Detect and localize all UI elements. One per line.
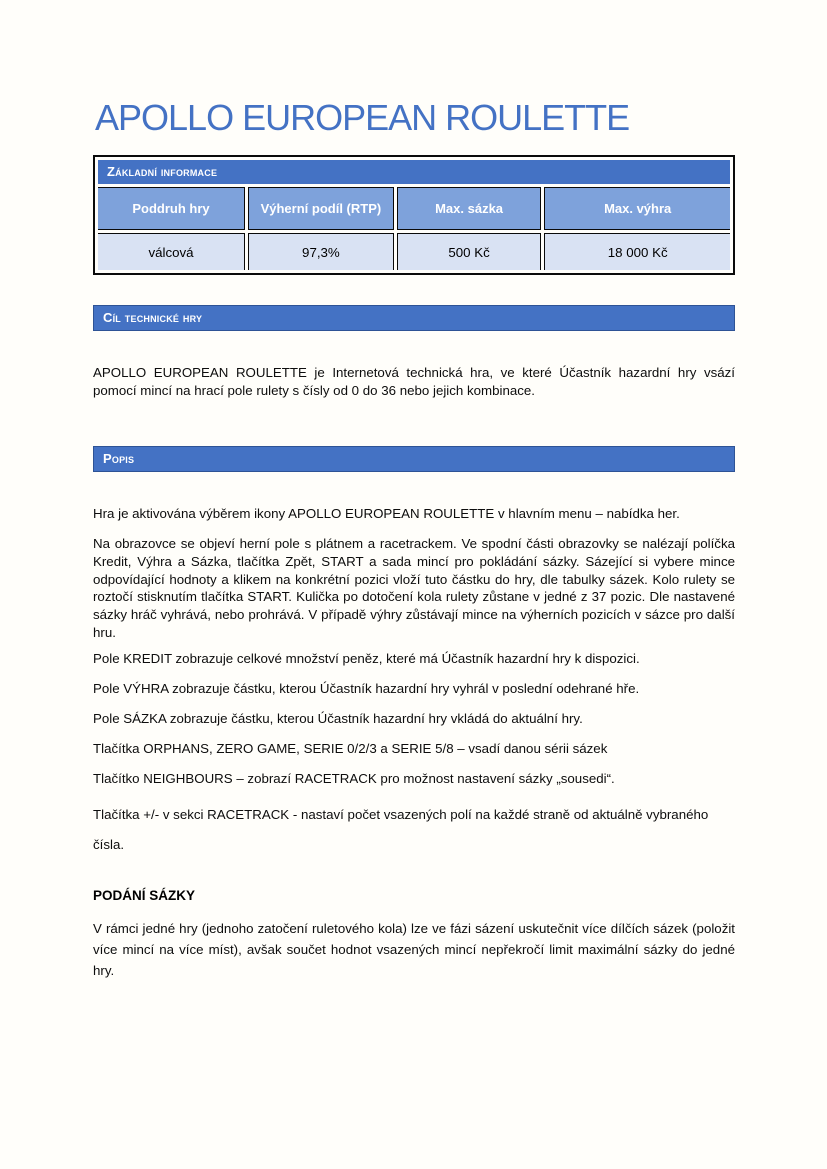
cell-max-vyhra: 18 000 Kč [544,233,730,270]
document-page [93,97,735,982]
page-title: APOLLO EUROPEAN ROULETTE [95,97,630,138]
description-paragraph-series-buttons: Tlačítka ORPHANS, ZERO GAME, SERIE 0/2/3 a SERIE 5/8 – vsadí danou sérii sázek [93,741,608,757]
section-header-goal: Cíl technické hry [93,305,735,331]
goal-paragraph: APOLLO EUROPEAN ROULETTE je Internetová technická hra, ve které Účastník hazardní hry vsází pomocí mincí na hrací pole rulety s čísly od 0 do 36 nebo jejich kombinace. [93,365,735,399]
section-header-basic-info: Základní informace [98,160,730,184]
section-header-description: Popis [93,446,735,472]
description-paragraph-kredit: Pole KREDIT zobrazuje celkové množství peněz, které má Účastník hazardní hry k dispozici. [93,651,640,667]
description-paragraph-neighbours: Tlačítko NEIGHBOURS – zobrazí RACETRACK pro možnost nastavení sázky „sousedi“. [93,770,615,786]
column-header-vyherni-podil: Výherní podíl (RTP) [248,187,394,230]
cell-max-sazka: 500 Kč [397,233,542,270]
betting-paragraph: V rámci jedné hry (jednoho zatočení ruletového kola) lze ve fázi sázení uskutečnit více dílčích sázek (položit více mincí na více míst), avšak součet hodnot vsazených mincí nepřekročí limit maximální sázky do jedné hry. [93,920,735,979]
description-paragraph-activation: Hra je aktivována výběrem ikony APOLLO EUROPEAN ROULETTE v hlavním menu – nabídka her. [93,506,680,522]
column-header-poddruh-hry: Poddruh hry [98,187,245,230]
table-header-row [98,187,730,230]
basic-info-block [93,155,735,275]
table-row [98,233,730,270]
description-paragraph-racetrack-plusminus: Tlačítka +/- v sekci RACETRACK - nastaví počet vsazených polí na každé straně od aktuálně vybraného čísla. [93,806,709,852]
cell-vyherni-podil: 97,3% [248,233,394,270]
cell-poddruh-hry: válcová [98,233,245,270]
description-paragraph-gameplay: Na obrazovce se objeví herní pole s plátnem a racetrackem. Ve spodní části obrazovky se nalézají políčka Kredit, Výhra a Sázka, tlačítka Zpět, START a sada mincí pro pokládání sázky. Sázející si vybere mince odpovídající hodnoty a klikem na konkrétní pozici vloží tuto částku do hry, dle tabulky sázek. Kolo rulety se roztočí stisknutím tlačítka START. Kulička po dotočení kola rulety zůstane v jedné z 37 pozic. Dle nastavené sázky hráč vyhrává, nebo prohrává. V případě výhry zůstávají mince na výherních pozicích v sázce pro další hru. [93,536,735,640]
subsection-heading-podani-sazky: PODÁNÍ SÁZKY [93,887,196,903]
description-paragraph-vyhra: Pole VÝHRA zobrazuje částku, kterou Účastník hazardní hry vyhrál v poslední odehrané hře. [93,681,640,697]
basic-info-table [95,184,733,273]
column-header-max-sazka: Max. sázka [397,187,542,230]
column-header-max-vyhra: Max. výhra [544,187,730,230]
description-paragraph-sazka: Pole SÁZKA zobrazuje částku, kterou Účastník hazardní hry vkládá do aktuální hry. [93,711,583,727]
